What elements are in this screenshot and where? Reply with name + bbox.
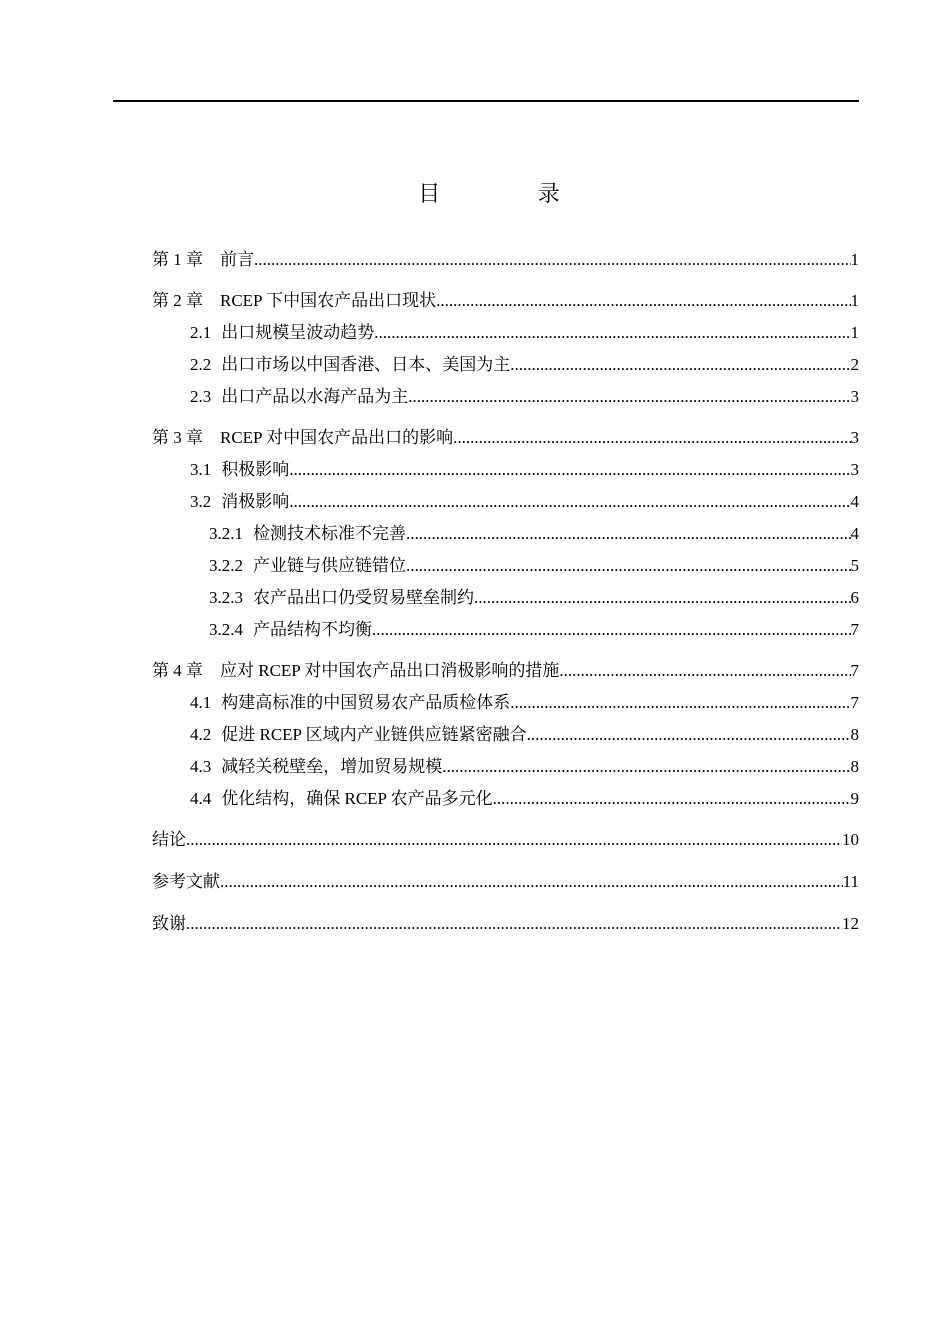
toc-entry-page: 2 [850, 355, 859, 374]
toc-entry-title: RCEP 下中国农产品出口现状 [220, 291, 437, 310]
dot-leader [527, 723, 851, 747]
toc-entry-number: 4.3 [190, 757, 212, 776]
dot-leader [374, 321, 850, 345]
toc-entry-number: 3.2.2 [209, 556, 243, 575]
toc-entry-title: 应对 RCEP 对中国农产品出口消极影响的措施 [220, 661, 560, 680]
dot-leader [406, 554, 851, 578]
dot-leader [493, 787, 851, 811]
toc-entry-number: 2.2 [190, 355, 212, 374]
toc-entry-title: 前言 [220, 250, 254, 269]
dot-leader [406, 522, 851, 546]
dot-leader [186, 912, 842, 936]
toc-entry-number: 4.2 [190, 725, 212, 744]
toc-entry-page: 1 [850, 291, 859, 310]
toc-entry-chapter-1[interactable] [152, 248, 859, 272]
toc-entry-title: 构建高标准的中国贸易农产品质检体系 [221, 693, 511, 712]
toc-entry-number: 第 3 章 [152, 428, 203, 447]
toc-entry-subsection-3-2-1[interactable] [152, 522, 859, 546]
toc-entry-page: 7 [850, 693, 859, 712]
toc-entry-number: 4.4 [190, 789, 212, 808]
toc-entry-title: 农产品出口仍受贸易壁垒制约 [253, 588, 474, 607]
toc-entry-number: 3.2.4 [209, 620, 243, 639]
toc-entry-number: 3.2.3 [209, 588, 243, 607]
toc-entry-page: 7 [850, 661, 859, 680]
toc-entry-number: 3.1 [190, 460, 212, 479]
toc-entry-number: 2.1 [190, 323, 212, 342]
dot-leader [220, 870, 843, 894]
toc-entry-section-2-1[interactable] [152, 321, 859, 345]
toc-entry-page: 6 [850, 588, 859, 607]
toc-entry-title: 减轻关税壁垒，增加贸易规模 [221, 757, 443, 776]
toc-entry-page: 9 [850, 789, 859, 808]
dot-leader [289, 458, 850, 482]
toc-entry-title: RCEP 对中国农产品出口的影响 [220, 428, 454, 447]
dot-leader [559, 659, 850, 683]
toc-entry-title: 出口市场以中国香港、日本、美国为主 [221, 355, 511, 374]
toc-entry-page: 5 [850, 556, 859, 575]
toc-entry-page: 4 [850, 492, 859, 511]
dot-leader [453, 426, 850, 450]
toc-entry-subsection-3-2-3[interactable] [152, 586, 859, 610]
dot-leader [372, 618, 851, 642]
toc-entry-title: 消极影响 [221, 492, 290, 511]
dot-leader [186, 828, 842, 852]
dot-leader [436, 289, 850, 313]
toc-entry-page: 11 [842, 872, 859, 891]
toc-entry-title: 积极影响 [221, 460, 290, 479]
header-rule [113, 100, 859, 102]
toc-entry-conclusion[interactable] [152, 828, 859, 852]
toc-entry-number: 第 4 章 [152, 661, 203, 680]
toc-entry-chapter-4[interactable] [152, 659, 859, 683]
toc-entry-page: 1 [850, 250, 859, 269]
dot-leader [510, 353, 850, 377]
dot-leader [474, 586, 851, 610]
toc-entry-number: 2.3 [190, 387, 212, 406]
toc-entry-page: 12 [842, 914, 859, 933]
toc-entry-section-2-2[interactable] [152, 353, 859, 377]
toc-entry-section-4-2[interactable] [152, 723, 859, 747]
toc-entry-subsection-3-2-2[interactable] [152, 554, 859, 578]
toc-entry-section-4-4[interactable] [152, 787, 859, 811]
toc-entry-page: 10 [842, 830, 859, 849]
toc-entry-page: 3 [850, 460, 859, 479]
toc-entry-title: 参考文献 [152, 872, 220, 891]
toc-entry-references[interactable] [152, 870, 859, 894]
toc-entry-number: 3.2.1 [209, 524, 243, 543]
toc-entry-title: 检测技术标准不完善 [253, 524, 406, 543]
toc-entry-title: 结论 [152, 830, 186, 849]
toc-entry-title: 产品结构不均衡 [253, 620, 372, 639]
toc-entry-page: 7 [850, 620, 859, 639]
toc-entry-page: 8 [850, 725, 859, 744]
toc-entry-number: 第 2 章 [152, 291, 203, 310]
dot-leader [408, 385, 850, 409]
toc-entry-title: 致谢 [152, 914, 186, 933]
toc-entry-title: 产业链与供应链错位 [253, 556, 406, 575]
toc-entry-section-4-1[interactable] [152, 691, 859, 715]
toc-entry-number: 第 1 章 [152, 250, 203, 269]
toc-entry-title: 优化结构，确保 RCEP 农产品多元化 [221, 789, 493, 808]
toc-entry-number: 3.2 [190, 492, 212, 511]
toc-entry-section-4-3[interactable] [152, 755, 859, 779]
dot-leader [289, 490, 850, 514]
toc-entry-acknowledgements[interactable] [152, 912, 859, 936]
toc-entry-chapter-2[interactable] [152, 289, 859, 313]
toc-entry-section-2-3[interactable] [152, 385, 859, 409]
toc-entry-page: 1 [850, 323, 859, 342]
toc-entry-page: 4 [850, 524, 859, 543]
toc-entry-chapter-3[interactable] [152, 426, 859, 450]
toc-entry-page: 8 [850, 757, 859, 776]
toc-entry-section-3-2[interactable] [152, 490, 859, 514]
toc-entry-title: 出口规模呈波动趋势 [221, 323, 375, 342]
dot-leader [254, 248, 851, 272]
dot-leader [442, 755, 850, 779]
dot-leader [510, 691, 850, 715]
toc-entry-number: 4.1 [190, 693, 212, 712]
toc-title: 目 录 [418, 181, 606, 206]
toc-entry-subsection-3-2-4[interactable] [152, 618, 859, 642]
toc-entry-page: 3 [850, 428, 859, 447]
toc-entry-page: 3 [850, 387, 859, 406]
toc-entry-title: 出口产品以水海产品为主 [221, 387, 409, 406]
toc-entry-title: 促进 RCEP 区域内产业链供应链紧密融合 [221, 725, 527, 744]
toc-entry-section-3-1[interactable] [152, 458, 859, 482]
